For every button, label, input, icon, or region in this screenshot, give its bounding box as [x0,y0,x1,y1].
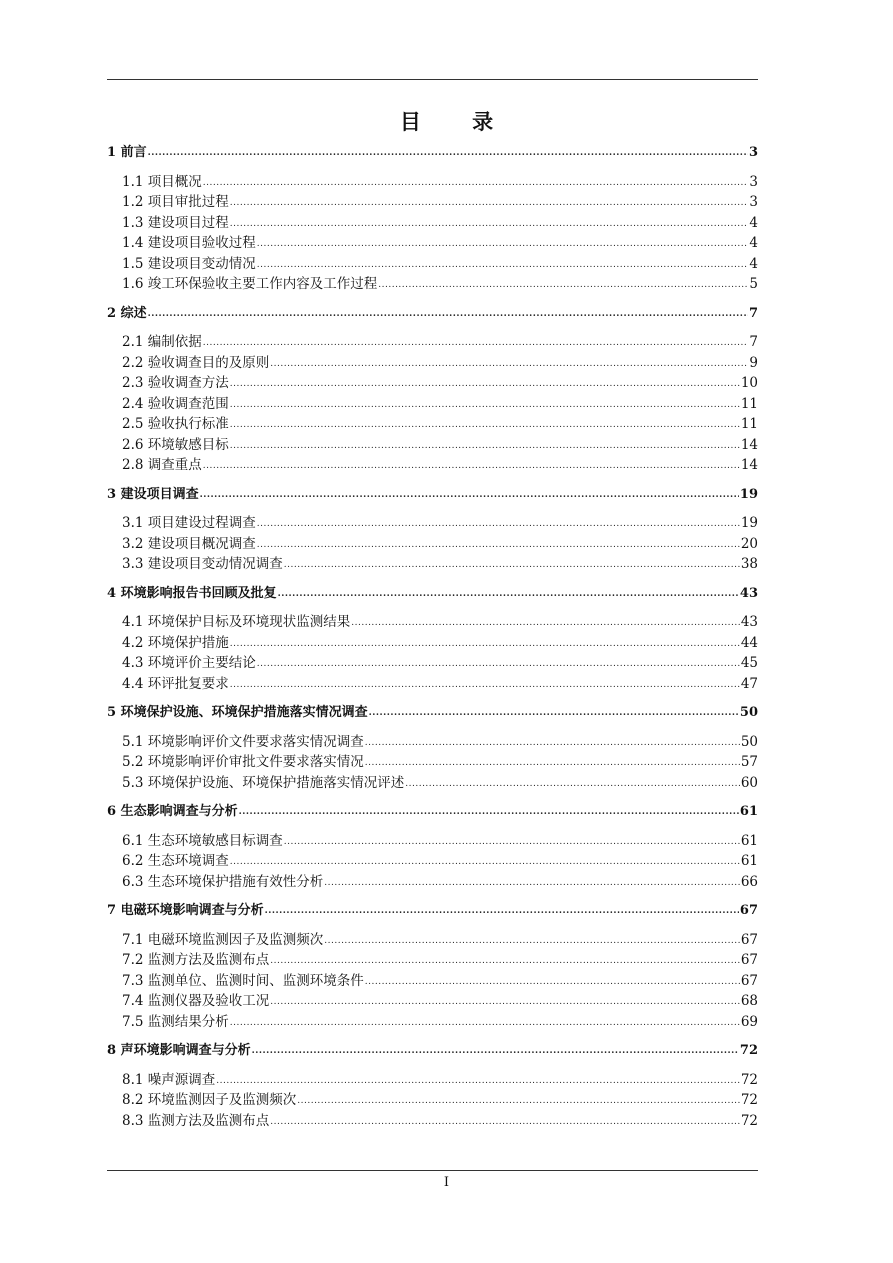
toc-section-entry[interactable] [107,414,758,435]
toc-section-label: 2.8 调查重点 [122,457,202,473]
toc-chapter-entry[interactable] [107,901,758,922]
toc-leader-dots [230,634,740,654]
toc-leader-dots [297,1091,740,1111]
toc-section-label: 4.4 环评批复要求 [122,675,229,692]
toc-section-label: 6.3 生态环境保护措施有效性分析 [122,873,324,890]
table-of-contents [107,143,758,1131]
toc-section-entry[interactable] [107,732,758,753]
toc-section-entry[interactable] [107,872,758,893]
toc-section-entry[interactable] [107,1090,758,1111]
toc-section-entry[interactable] [107,752,758,773]
toc-section-entry[interactable] [107,554,758,575]
toc-page-number: 5 [749,276,758,292]
toc-section-entry[interactable] [107,831,758,852]
toc-section-entry[interactable] [107,1070,758,1091]
toc-chapter-entry[interactable] [107,143,758,164]
toc-section-label: 6.2 生态环境调查 [122,853,229,869]
toc-section-entry[interactable] [107,455,758,476]
toc-leader-dots [278,584,739,605]
toc-page-number: 50 [739,705,758,720]
toc-leader-dots [405,774,740,794]
toc-section-entry[interactable] [107,633,758,654]
toc-section-label: 5.3 环境保护设施、环境保护措施落实情况评述 [122,774,405,791]
toc-section-entry[interactable] [107,394,758,415]
toc-page-number: 72 [740,1112,758,1129]
toc-leader-dots [270,1112,740,1132]
toc-page-number: 7 [748,305,758,321]
toc-section-label: 7.3 监测单位、监测时间、监测环境条件 [122,972,364,989]
toc-leader-dots [270,992,740,1012]
toc-page-number: 10 [740,375,758,391]
toc-section-entry[interactable] [107,192,758,213]
toc-title: 目 录 [399,109,516,134]
toc-page-number: 43 [740,614,758,630]
toc-section-label: 7.2 监测方法及监测布点 [122,952,270,968]
toc-leader-dots [324,931,740,951]
toc-section-label: 2.4 验收调查范围 [122,395,229,412]
toc-leader-dots [203,173,749,193]
toc-section-entry[interactable] [107,612,758,633]
toc-page-number: 4 [749,235,758,251]
toc-section-entry[interactable] [107,674,758,695]
toc-page-number: 72 [739,1043,758,1058]
toc-leader-dots [239,802,739,823]
toc-leader-dots [265,901,739,922]
toc-section-label: 2.2 验收调查目的及原则 [122,354,270,371]
toc-leader-dots [230,214,749,234]
toc-section-entry[interactable] [107,254,758,275]
toc-section-label: 2.6 环境敏感目标 [122,436,229,453]
toc-section-entry[interactable] [107,773,758,794]
toc-section-entry[interactable] [107,172,758,193]
toc-page-number: 11 [740,395,758,412]
toc-page-number: 60 [740,774,758,791]
toc-leader-dots [252,1041,739,1062]
toc-page-number: 61 [740,853,758,869]
toc-page-number: 66 [740,873,758,890]
toc-section-entry[interactable] [107,274,758,295]
toc-chapter-label: 4 环境影响报告书回顾及批复 [107,585,277,601]
page-number: I [443,1175,450,1190]
toc-section-label: 7.1 电磁环境监测因子及监测频次 [122,931,324,948]
toc-section-label: 1.1 项目概况 [122,173,202,190]
toc-section-entry[interactable] [107,513,758,534]
toc-section-label: 4.3 环境评价主要结论 [122,655,256,671]
toc-section-entry[interactable] [107,1012,758,1033]
toc-leader-dots [148,304,748,325]
toc-leader-dots [148,143,748,164]
toc-chapter-entry[interactable] [107,1041,758,1062]
toc-section-label: 8.2 环境监测因子及监测频次 [122,1092,297,1108]
toc-page-number: 19 [740,515,758,531]
toc-leader-dots [230,675,740,695]
toc-section-entry[interactable] [107,213,758,234]
toc-leader-dots [230,374,740,394]
toc-section-label: 1.5 建设项目变动情况 [122,255,256,272]
toc-leader-dots [284,555,740,575]
toc-leader-dots [230,436,740,456]
toc-page-number: 19 [739,486,758,502]
toc-section-label: 6.1 生态环境敏感目标调查 [122,832,283,849]
toc-section-label: 2.3 验收调查方法 [122,375,229,391]
toc-chapter-entry[interactable] [107,584,758,605]
toc-section-entry[interactable] [107,930,758,951]
toc-section-label: 8.1 噪声源调查 [122,1071,216,1088]
toc-chapter-entry[interactable] [107,485,758,506]
toc-page-number: 57 [740,754,758,770]
toc-page-number: 11 [740,416,758,432]
toc-chapter-label: 5 环境保护设施、环境保护措施落实情况调查 [107,705,368,720]
toc-section-entry[interactable] [107,851,758,872]
toc-section-label: 1.4 建设项目验收过程 [122,235,256,251]
toc-section-entry[interactable] [107,332,758,353]
toc-leader-dots [230,193,749,213]
toc-chapter-label: 1 前言 [107,145,147,160]
toc-page-number: 20 [740,535,758,552]
toc-leader-dots [284,832,740,852]
toc-leader-dots [365,972,740,992]
toc-section-entry[interactable] [107,971,758,992]
toc-page-number: 67 [740,931,758,948]
toc-leader-dots [270,951,740,971]
toc-section-label: 3.1 项目建设过程调查 [122,515,256,531]
toc-leader-dots [257,234,749,254]
toc-page-number: 3 [749,173,758,190]
toc-leader-dots [257,514,740,534]
toc-page-number: 47 [740,675,758,692]
toc-leader-dots [378,275,748,295]
toc-section-entry[interactable] [107,435,758,456]
toc-section-label: 1.2 项目审批过程 [122,194,229,210]
toc-page-number: 44 [740,634,758,651]
toc-leader-dots [257,535,740,555]
toc-page-number: 4 [749,255,758,272]
toc-chapter-label: 3 建设项目调查 [107,486,199,502]
toc-page-number: 43 [739,585,758,601]
toc-leader-dots [365,733,740,753]
toc-page-number: 69 [740,1013,758,1030]
toc-section-entry[interactable] [107,534,758,555]
toc-section-label: 7.5 监测结果分析 [122,1013,229,1030]
toc-chapter-label: 6 生态影响调查与分析 [107,804,238,819]
toc-section-entry[interactable] [107,353,758,374]
footer-rule [107,1170,758,1171]
toc-leader-dots [230,852,740,872]
toc-section-label: 4.2 环境保护措施 [122,634,229,651]
toc-section-label: 1.3 建设项目过程 [122,214,229,231]
toc-section-label: 5.1 环境影响评价文件要求落实情况调查 [122,733,364,750]
toc-leader-dots [230,395,740,415]
toc-leader-dots [230,1013,740,1033]
toc-page-number: 61 [739,804,758,819]
toc-section-label: 4.1 环境保护目标及环境现状监测结果 [122,614,351,630]
toc-section-label: 8.3 监测方法及监测布点 [122,1112,270,1129]
toc-chapter-entry[interactable] [107,703,758,724]
toc-section-entry[interactable] [107,950,758,971]
toc-page-number: 9 [749,354,758,371]
toc-page-number: 45 [740,655,758,671]
toc-leader-dots [257,654,740,674]
toc-leader-dots [365,753,740,773]
toc-page-number: 61 [740,832,758,849]
toc-leader-dots [230,415,740,435]
toc-section-label: 1.6 竣工环保验收主要工作内容及工作过程 [122,276,378,292]
toc-chapter-entry[interactable] [107,802,758,823]
toc-leader-dots [351,613,740,633]
toc-page-number: 14 [740,457,758,473]
toc-page-number: 68 [740,993,758,1009]
toc-leader-dots [216,1071,740,1091]
toc-leader-dots [257,255,749,275]
toc-section-label: 3.2 建设项目概况调查 [122,535,256,552]
toc-page-number: 3 [748,145,758,160]
toc-leader-dots [324,873,740,893]
toc-section-entry[interactable] [107,373,758,394]
toc-leader-dots [203,456,740,476]
toc-section-entry[interactable] [107,233,758,254]
toc-section-entry[interactable] [107,653,758,674]
toc-section-label: 3.3 建设项目变动情况调查 [122,556,283,572]
toc-page-number: 67 [740,952,758,968]
toc-section-label: 5.2 环境影响评价审批文件要求落实情况 [122,754,364,770]
toc-page-number: 67 [739,903,758,918]
toc-section-label: 2.5 验收执行标准 [122,416,229,432]
toc-page-number: 4 [749,214,758,231]
toc-leader-dots [369,703,739,724]
toc-page-number: 7 [749,334,758,350]
toc-leader-dots [203,333,749,353]
toc-leader-dots [270,354,748,374]
toc-section-label: 2.1 编制依据 [122,334,202,350]
toc-page-number: 67 [740,972,758,989]
header-rule [107,79,758,80]
toc-section-label: 7.4 监测仪器及验收工况 [122,993,270,1009]
toc-page-number: 14 [740,436,758,453]
toc-section-entry[interactable] [107,991,758,1012]
toc-page-number: 50 [740,733,758,750]
toc-chapter-label: 7 电磁环境影响调查与分析 [107,903,264,918]
toc-section-entry[interactable] [107,1111,758,1132]
toc-page-number: 72 [740,1092,758,1108]
toc-page-number: 3 [749,194,758,210]
toc-page-number: 72 [740,1071,758,1088]
toc-chapter-entry[interactable] [107,304,758,325]
toc-leader-dots [200,485,739,506]
toc-chapter-label: 8 声环境影响调查与分析 [107,1043,251,1058]
toc-chapter-label: 2 综述 [107,305,147,321]
toc-page-number: 38 [740,556,758,572]
